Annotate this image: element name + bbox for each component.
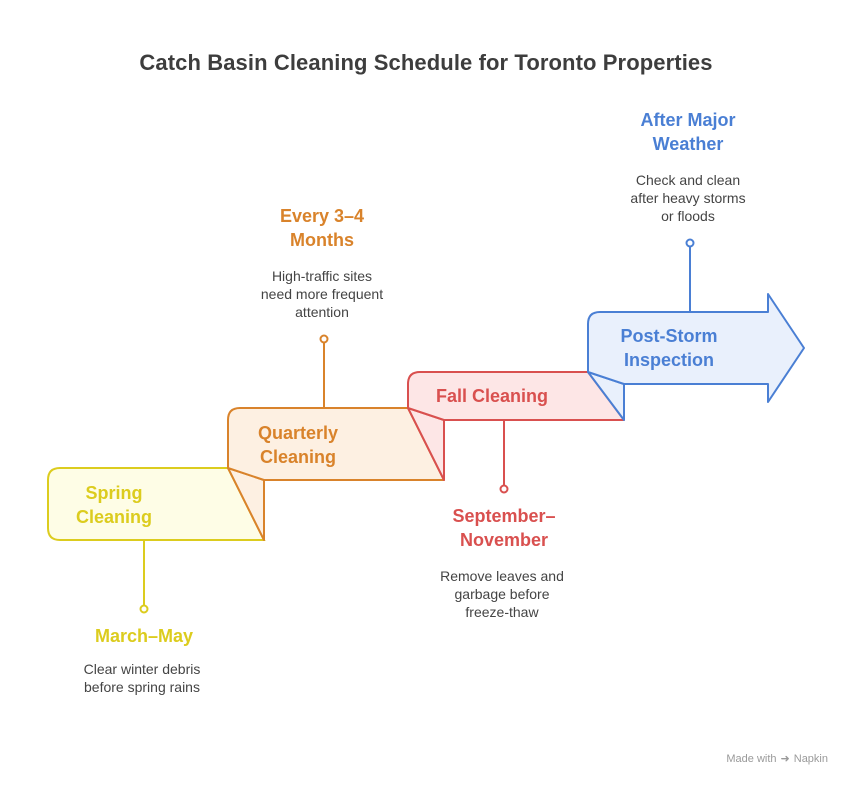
step-spring-label-line1: Spring [85,483,143,503]
fall-desc-line2: garbage before [454,586,550,602]
step-spring-label [44,481,184,529]
post-storm-heading [598,108,778,156]
fall-description [412,567,592,621]
fall-heading [414,504,594,552]
credit-prefix: Made with [726,752,777,765]
post-storm-heading-line2: Weather [652,134,724,154]
step-fall-label-line1: Fall Cleaning [435,386,549,406]
step-post-storm-shape [588,240,804,403]
quarterly-description [232,267,412,321]
post-storm-description [598,171,778,225]
credit-brand: Napkin [793,752,828,765]
post-storm-heading-line1: After Major [640,110,736,130]
quarterly-desc-line2: need more frequent [260,286,384,302]
step-quarterly-label-line1: Quarterly [257,423,339,443]
diagram-title: Catch Basin Cleaning Schedule for Toronto Properties [139,50,713,75]
spring-heading: March–May [94,626,194,646]
napkin-logo-icon: ➜ [780,753,790,765]
spring-desc-line1: Clear winter debris [83,661,201,677]
fall-desc-line3: freeze-thaw [465,604,539,620]
step-post-storm-label-line2: Inspection [623,350,714,370]
quarterly-desc-line3: attention [295,304,349,320]
made-with-credit[interactable] [726,752,828,765]
step-fall-label [422,384,562,408]
step-quarterly-label-line2: Cleaning [259,447,336,467]
step-quarterly-label [228,421,368,469]
quarterly-heading [232,204,412,252]
quarterly-heading-line2: Months [290,230,354,250]
step-post-storm-label [599,324,739,372]
fall-heading-line1: September– [452,506,556,526]
post-storm-desc-line2: after heavy storms [630,190,746,206]
fall-heading-line2: November [459,530,549,550]
step-spring-label-line2: Cleaning [75,507,152,527]
fall-desc-line1: Remove leaves and [440,568,564,584]
step-post-storm-label-line1: Post-Storm [620,326,718,346]
quarterly-heading-line1: Every 3–4 [279,206,365,226]
quarterly-desc-line1: High-traffic sites [271,268,373,284]
post-storm-desc-line1: Check and clean [635,172,741,188]
post-storm-desc-line3: or floods [661,208,715,224]
spring-description [52,660,232,696]
spring-desc-line2: before spring rains [84,679,200,695]
